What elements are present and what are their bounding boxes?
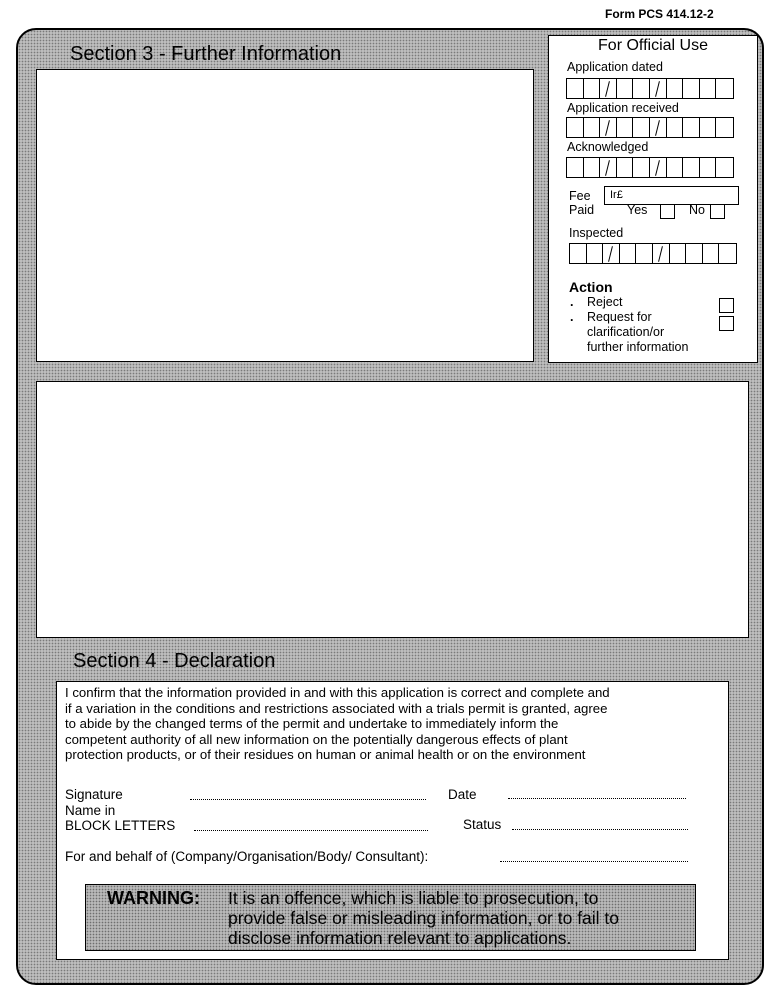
paid-no-checkbox[interactable] bbox=[710, 204, 725, 219]
declaration-line: protection products, or of their residues on human or animal health or on the environment bbox=[65, 747, 586, 762]
warning-label: WARNING: bbox=[107, 888, 200, 908]
application-dated-boxes[interactable] bbox=[566, 78, 734, 99]
date-label: Date bbox=[448, 787, 477, 802]
status-label: Status bbox=[463, 817, 502, 832]
official-use-title: For Official Use bbox=[598, 37, 708, 54]
declaration-line: competent authority of all new information on the potentially dangerous effects of plant bbox=[65, 731, 568, 747]
paid-label: Paid bbox=[569, 203, 595, 217]
no-label: No bbox=[689, 203, 705, 217]
acknowledged-label: Acknowledged bbox=[567, 140, 649, 154]
bullet-reject: . bbox=[570, 295, 574, 309]
name-label-line1: Name in bbox=[65, 803, 116, 818]
paid-yes-checkbox[interactable] bbox=[660, 204, 675, 219]
bullet-request: . bbox=[570, 310, 574, 324]
acknowledged-boxes[interactable] bbox=[566, 157, 734, 178]
warning-line: It is an offence, which is liable to prosecution, to bbox=[228, 888, 599, 908]
warning-line: disclose information relevant to applications. bbox=[228, 928, 572, 948]
warning-line: provide false or misleading information, or to fail to bbox=[228, 908, 620, 928]
declaration-text bbox=[65, 685, 725, 763]
form-number: Form PCS 414.12-2 bbox=[605, 7, 714, 21]
warning-text bbox=[228, 888, 688, 948]
yes-label: Yes bbox=[627, 203, 648, 217]
name-field[interactable] bbox=[194, 830, 428, 831]
declaration-line: to abide by the changed terms of the permit and undertake to immediately inform the bbox=[65, 716, 559, 731]
inspected-boxes[interactable] bbox=[569, 243, 737, 264]
section3-title: Section 3 - Further Information bbox=[70, 43, 342, 65]
section4-title: Section 4 - Declaration bbox=[73, 650, 276, 672]
request-label-line1: Request for bbox=[587, 310, 652, 324]
inspected-label: Inspected bbox=[569, 226, 624, 240]
name-label-line2: BLOCK LETTERS bbox=[65, 818, 176, 833]
further-information-continued-field[interactable] bbox=[36, 381, 749, 638]
behalf-field[interactable] bbox=[500, 861, 688, 862]
reject-label: Reject bbox=[587, 295, 623, 309]
date-field[interactable] bbox=[508, 798, 686, 799]
behalf-label: For and behalf of (Company/Organisation/Body/ Consultant): bbox=[65, 849, 429, 864]
action-title: Action bbox=[569, 279, 613, 295]
status-field[interactable] bbox=[512, 829, 688, 830]
application-received-label: Application received bbox=[567, 101, 679, 115]
reject-checkbox[interactable] bbox=[719, 298, 734, 313]
application-received-boxes[interactable] bbox=[566, 117, 734, 138]
application-dated-label: Application dated bbox=[567, 60, 663, 74]
request-label-line3: further information bbox=[587, 340, 689, 354]
declaration-line: I confirm that the information provided in and with this application is correct and complete and bbox=[65, 685, 610, 700]
request-label-line2: clarification/or bbox=[587, 325, 665, 339]
signature-field[interactable] bbox=[190, 799, 426, 800]
fee-label: Fee bbox=[569, 189, 591, 203]
further-information-field[interactable] bbox=[36, 69, 534, 362]
signature-label: Signature bbox=[65, 787, 123, 802]
request-clarification-checkbox[interactable] bbox=[719, 316, 734, 331]
fee-amount-field[interactable]: Ir£ bbox=[604, 186, 739, 205]
declaration-line: if a variation in the conditions and restrictions associated with a trials permit is granted, agree bbox=[65, 700, 608, 716]
